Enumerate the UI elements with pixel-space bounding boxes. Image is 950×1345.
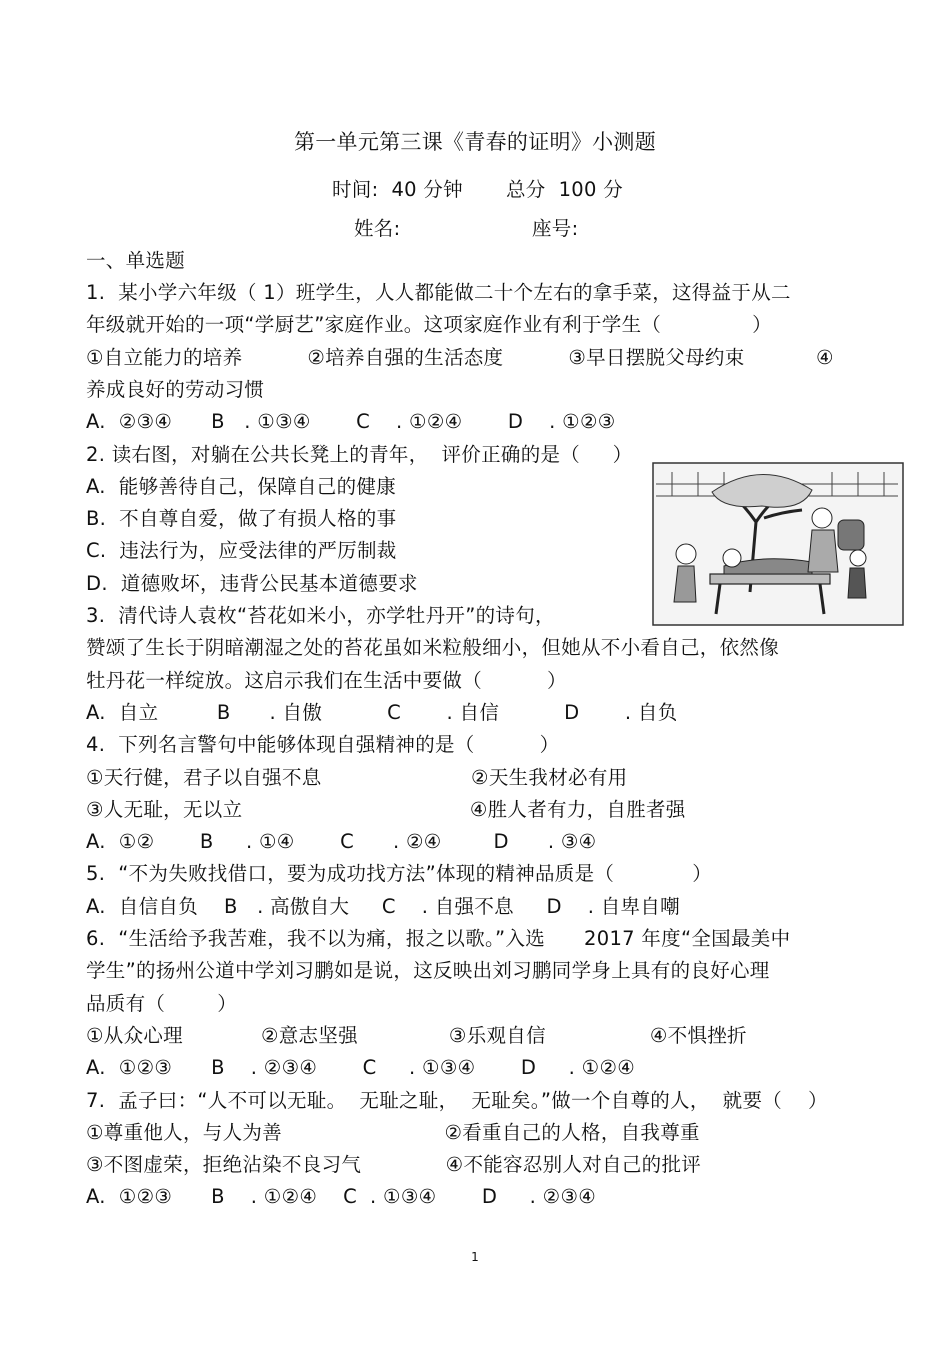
text-line: ③不图虚荣，拒绝沾染不良习气 ④不能容忍别人对自己的批评 <box>86 1153 702 1176</box>
text-line: 品质有（ ） <box>86 992 237 1015</box>
text-line: 6. “生活给予我苦难，我不以为痛，报之以歌。”入选 2017 年度“全国最美中 <box>86 927 791 950</box>
text-line: 养成良好的劳动习惯 <box>86 378 265 401</box>
text-line: A. ①② B . ①④ C . ②④ D . ③④ <box>86 830 597 853</box>
cartoon-illustration <box>652 462 904 626</box>
seat-field-label: 座号: <box>532 217 579 240</box>
text-line: ①从众心理 ②意志坚强 ③乐观自信 ④不惧挫折 <box>86 1024 747 1047</box>
text-line: 4. 下列名言警句中能够体现自强精神的是（ ） <box>86 733 560 756</box>
text-line: A. 能够善待自己，保障自己的健康 <box>86 475 396 498</box>
text-line: A. ①②③ B . ①②④ C . ①③④ D . ②③④ <box>86 1185 597 1208</box>
text-line: 5. “不为失败找借口，要为成功找方法”体现的精神品质是（ ） <box>86 862 712 885</box>
time-label: 时间: 40 分钟 <box>332 178 463 201</box>
text-line: 7. 孟子曰：“人不可以无耻。 无耻之耻， 无耻矣。”做一个自尊的人， 就要（ ） <box>86 1089 828 1112</box>
text-line: A. ①②③ B . ②③④ C . ①③④ D . ①②④ <box>86 1056 636 1079</box>
text-line: A. 自立 B . 自傲 C . 自信 D . 自负 <box>86 701 678 724</box>
text-line: 牡丹花一样绽放。这启示我们在生活中要做（ ） <box>86 669 567 692</box>
text-line: D. 道德败坏，违背公民基本道德要求 <box>86 572 418 595</box>
text-line: 2. 读右图，对躺在公共长凳上的青年， 评价正确的是（ ） <box>86 443 633 466</box>
page-title: 第一单元第三课《青春的证明》小测题 <box>293 130 657 154</box>
text-line: A. ②③④ B . ①③④ C . ①②④ D . ①②③ <box>86 410 616 433</box>
text-line: B. 不自尊自爱，做了有损人格的事 <box>86 507 397 530</box>
text-line: ①天行健，君子以自强不息 ②天生我材必有用 <box>86 766 628 789</box>
text-line: C. 违法行为，应受法律的严厉制裁 <box>86 539 397 562</box>
text-line: 赞颂了生长于阴暗潮湿之处的苔花虽如米粒般细小，但她从不小看自己，依然像 <box>86 636 780 659</box>
text-line: A. 自信自负 B . 高傲自大 C . 自强不息 D . 自卑自嘲 <box>86 895 680 918</box>
text-line: 3. 清代诗人袁枚“苔花如米小，亦学牡丹开”的诗句， <box>86 604 555 627</box>
text-line: 年级就开始的一项“学厨艺”家庭作业。这项家庭作业有利于学生（ ） <box>86 313 772 336</box>
page-number: 1 <box>471 1250 479 1264</box>
score-label: 总分 100 分 <box>506 178 624 201</box>
name-field-label: 姓名: <box>354 217 401 240</box>
section-heading: 一、单选题 <box>86 249 186 272</box>
text-line: ①尊重他人，与人为善 ②看重自己的人格，自我尊重 <box>86 1121 700 1144</box>
text-line: 学生”的扬州公道中学刘习鹏如是说，这反映出刘习鹏同学身上具有的良好心理 <box>86 959 770 982</box>
text-line: 1. 某小学六年级（ 1）班学生，人人都能做二十个左右的拿手菜，这得益于从二 <box>86 281 791 304</box>
text-line: ①自立能力的培养 ②培养自强的生活态度 ③早日摆脱父母约束 ④ <box>86 346 834 369</box>
text-line: ③人无耻，无以立 ④胜人者有力，自胜者强 <box>86 798 686 821</box>
